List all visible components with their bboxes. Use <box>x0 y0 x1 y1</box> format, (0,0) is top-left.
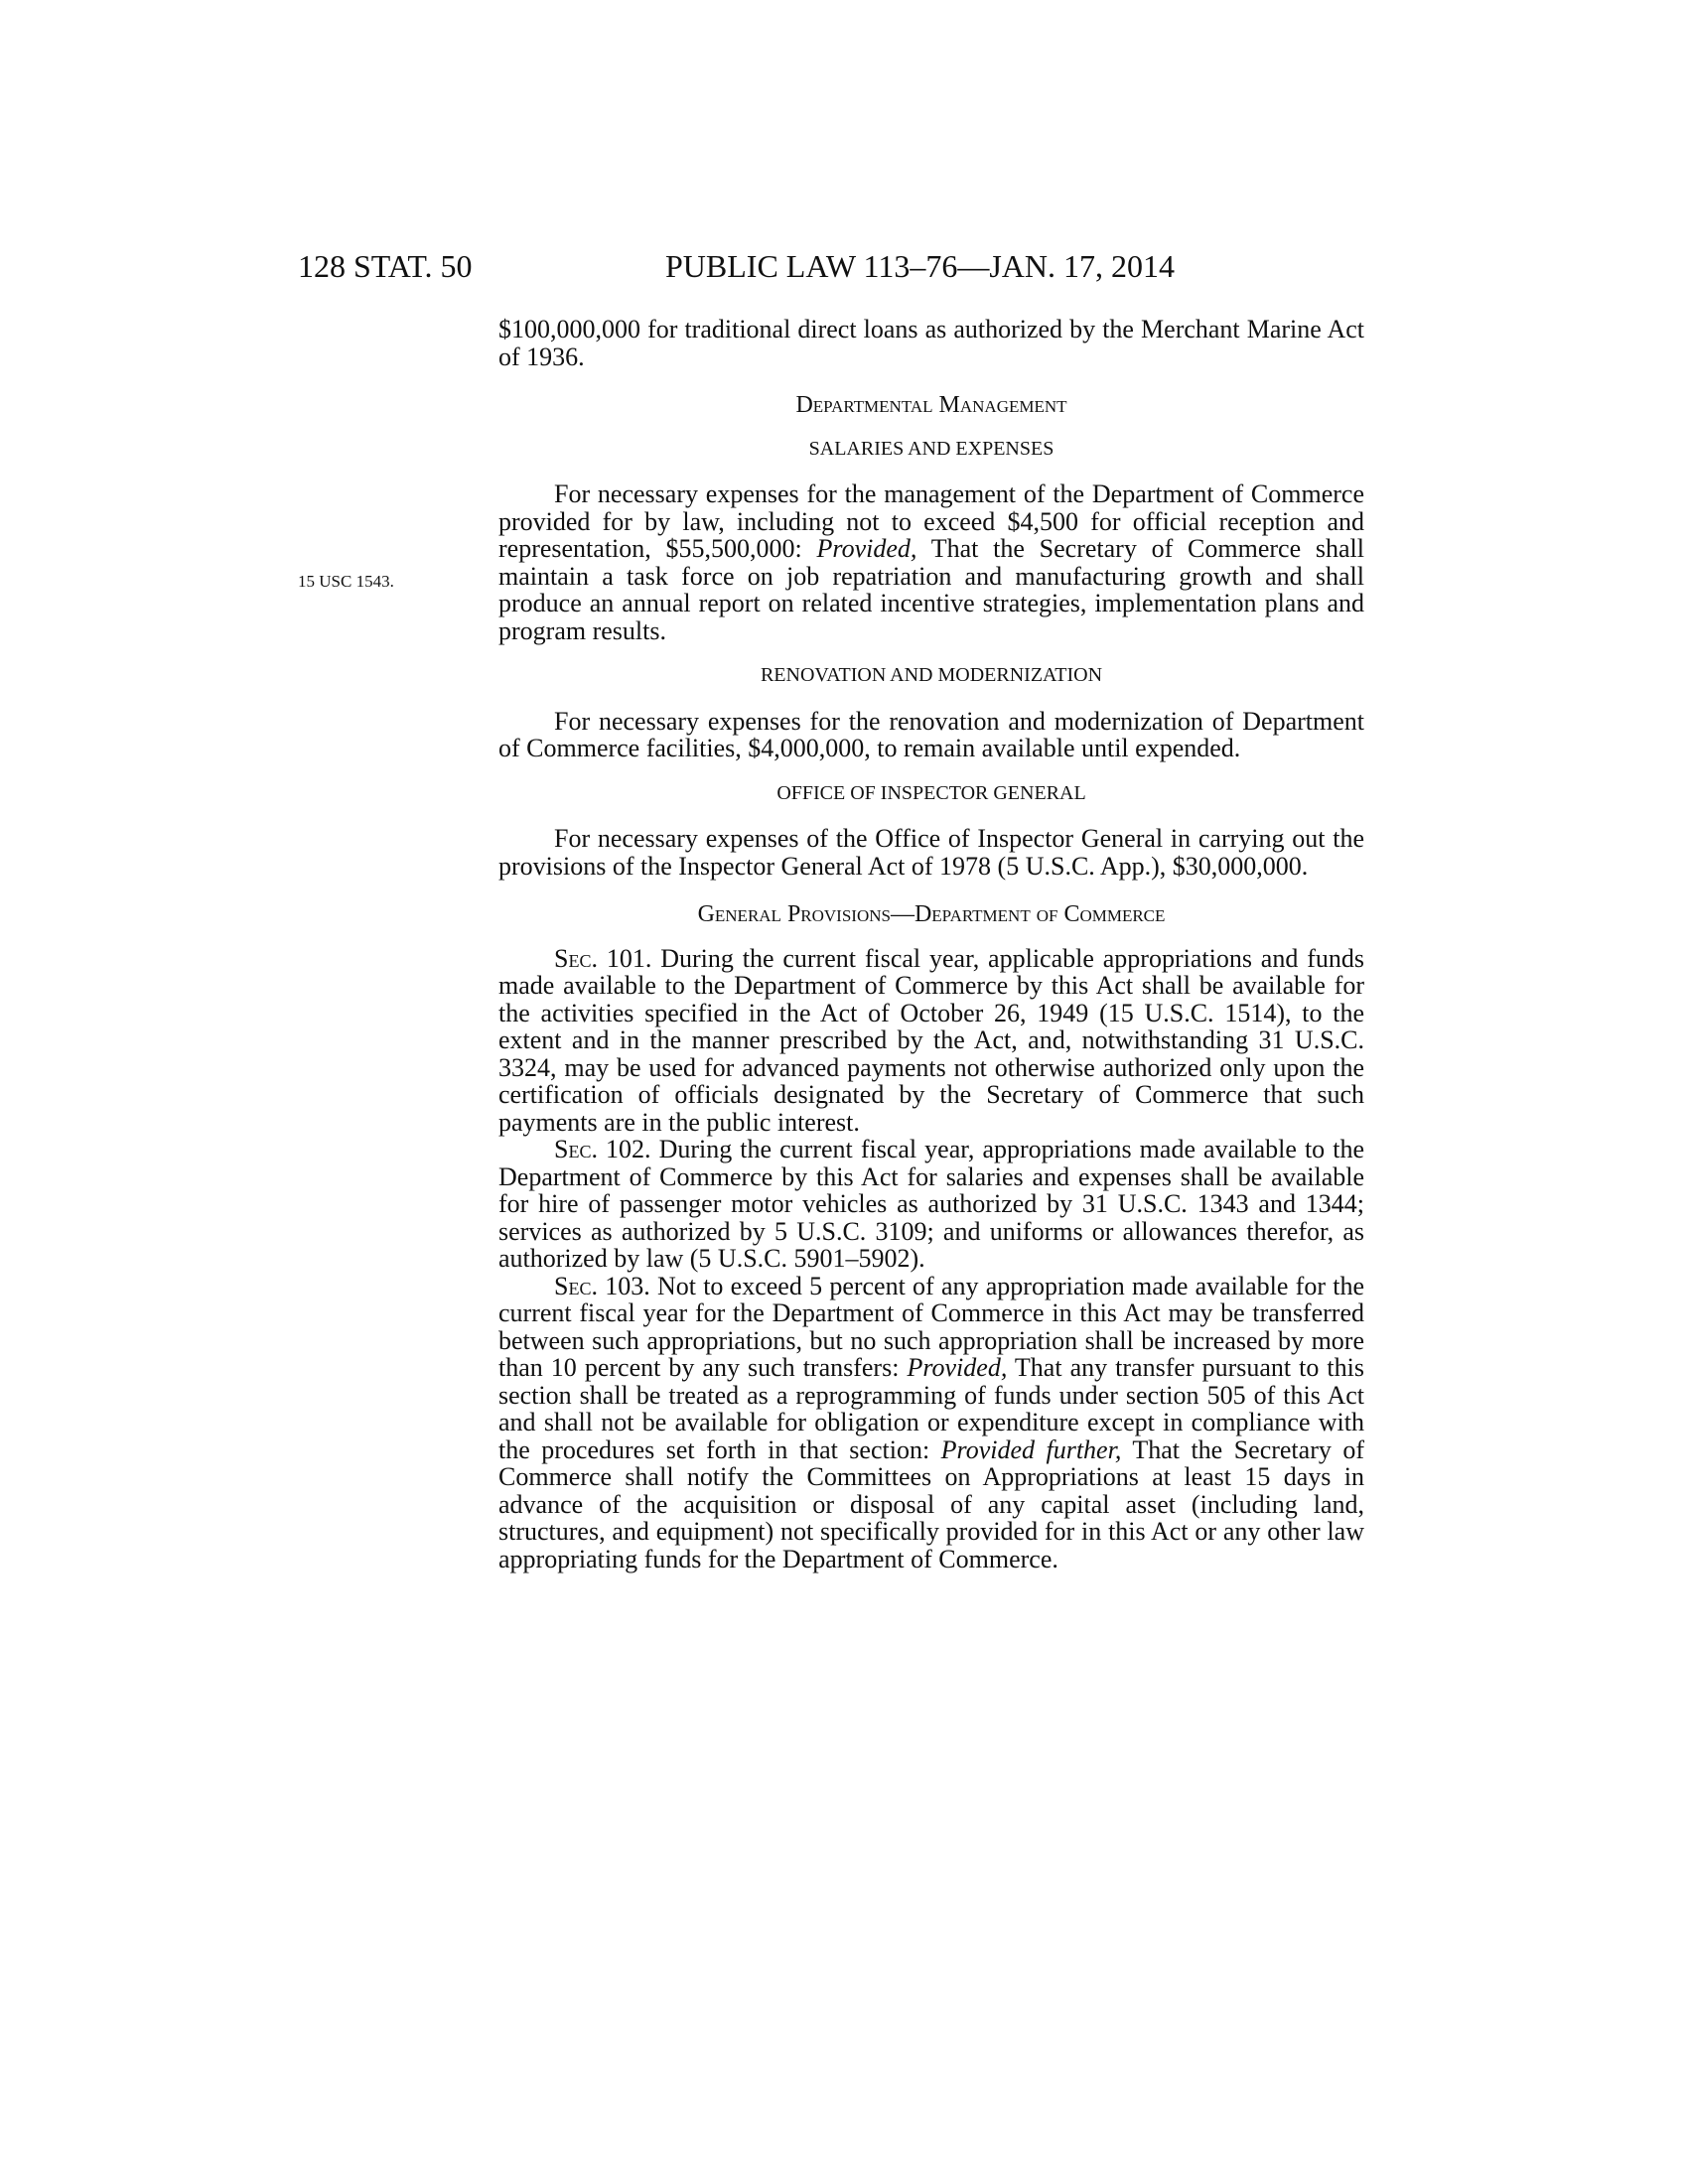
sec-102-label: Sec. 102. <box>554 1135 651 1163</box>
salaries-text-b: That the Secretary of Commerce shall maintain a task force on job repatriation and manufacturing growth and shall produce an annual report on related incentive strategies, implementation plans and program results. <box>498 534 1364 645</box>
heading-renovation: RENOVATION AND MODERNIZATION <box>760 664 1103 686</box>
sec-103-text-a: Not to exceed 5 percent of any appropriation made available for the current fiscal year for the Department of Commerce in this Act may be transferred between such appropriations, but no such appropriation shall be increased by more than 10 percent by any such transfers: <box>498 1271 1364 1382</box>
inspector-paragraph: For necessary expenses of the Office of Inspector General in carrying out the provisions of the Inspector General Act of 1978 (5 U.S.C. App.), $30,000,000. <box>498 824 1364 881</box>
sec-101-text: During the current fiscal year, applicable appropriations and funds made available to the Department of Commerce by this Act shall be available for the activities specified in the Act of October 26, 1949 (15 U.S.C. 1514), to the extent and in the manner prescribed by the Act, and, notwithstanding 31 U.S.C. 3324, may be used for advanced payments not otherwise authorized only upon the certification of officials designated by the Secretary of Commerce that such payments are in the public interest. <box>498 943 1364 1137</box>
running-head: PUBLIC LAW 113–76—JAN. 17, 2014 <box>665 248 1175 284</box>
sec-103-paragraph <box>498 1273 1364 1573</box>
margin-note-usc: 15 USC 1543. <box>298 572 394 591</box>
sec-103-label: Sec. 103. <box>554 1271 650 1300</box>
salaries-provided: Provided, <box>816 534 917 563</box>
sec-102-text: During the current fiscal year, appropriations made available to the Department of Commerce by this Act for salaries and expenses shall be available for hire of passenger motor vehicles as authorized by 31 U.S.C. 1343 and 1344; services as authorized by 5 U.S.C. 3109; and uniforms or allowances therefor, as authorized by law (5 U.S.C. 5901–5902). <box>498 1135 1364 1273</box>
sec-103-text-c: That the Secretary of Commerce shall notify the Committees on Appropriations at least 15 days in advance of the acquisition or disposal of any capital asset (including land, structures, and equipment) not specifically provided for in this Act or any other law appropriating funds for the Department of Commerce. <box>498 1434 1364 1573</box>
sec-101-paragraph <box>498 945 1364 1137</box>
sec-103-provided: Provided, <box>907 1353 1008 1382</box>
sec-103-provided-further: Provided further, <box>940 1434 1122 1464</box>
salaries-text-a: For necessary expenses for the management of the Department of Commerce provided for by law, including not to exceed $4,500 for official reception and representation, $55,500,000: <box>498 479 1364 563</box>
sec-101-label: Sec. 101. <box>554 943 652 973</box>
intro-paragraph: $100,000,000 for traditional direct loans as authorized by the Merchant Marine Act of 1936. <box>498 315 1364 371</box>
sec-103-text-b: That any transfer pursuant to this section shall be treated as a reprogramming of funds under section 505 of this Act and shall not be available for obligation or expenditure except in compliance with the procedures set forth in that section: <box>498 1353 1365 1464</box>
heading-general-provisions: General Provisions—Department of Commerce <box>697 901 1166 927</box>
sec-102-paragraph <box>498 1136 1364 1273</box>
heading-salaries-expenses: SALARIES AND EXPENSES <box>808 437 1055 460</box>
page-header <box>298 248 1192 288</box>
document-body <box>498 316 1364 1572</box>
statute-page-number: 128 STAT. 50 <box>298 248 473 284</box>
salaries-paragraph <box>498 480 1364 644</box>
heading-inspector-general: OFFICE OF INSPECTOR GENERAL <box>776 781 1086 804</box>
renovation-paragraph: For necessary expenses for the renovation and modernization of Department of Commerce facilities, $4,000,000, to remain available until expended. <box>498 706 1364 762</box>
heading-departmental-management: Departmental Management <box>795 392 1067 418</box>
